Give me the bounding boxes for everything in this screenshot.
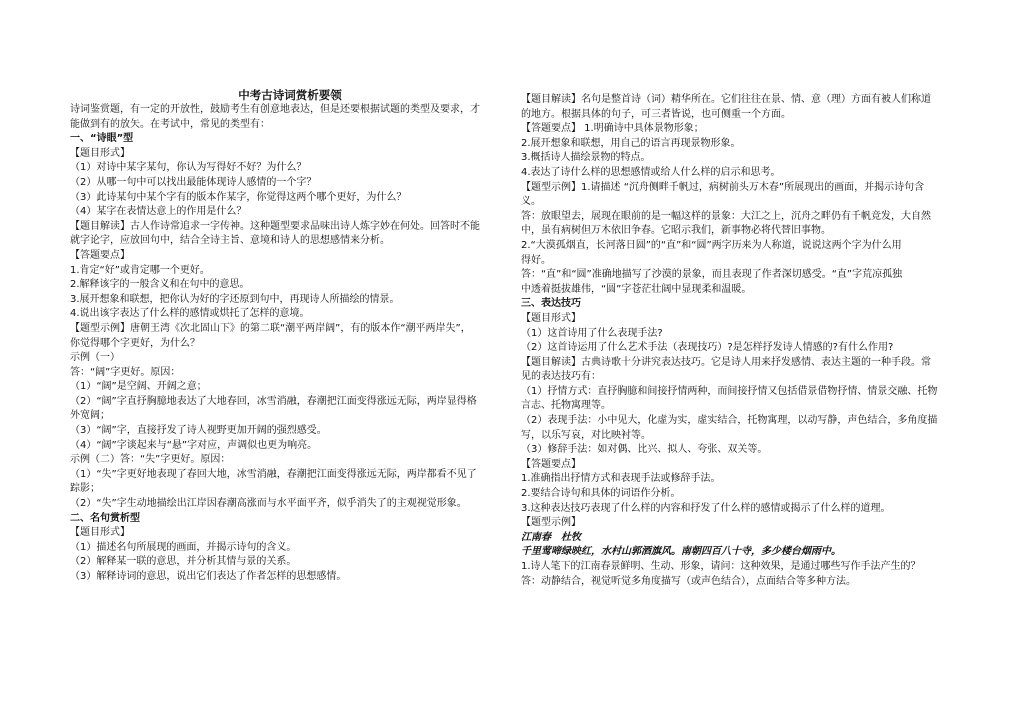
text-line: 言志、托物寓理等。	[521, 400, 611, 412]
left-column	[70, 88, 510, 585]
text-line: 义。	[521, 196, 541, 208]
text-line: 【题型示例】唐朝王湾《次北固山下》的第二联“潮平两岸阔”，有的版本作“潮平两岸失”，	[70, 322, 471, 334]
text-line: （1）“失”字更好地表现了春回大地，冰雪消融，春潮把江面变得涨远无际，两岸都看不见了	[70, 468, 477, 480]
text-line: 1.准确指出抒情方式和表现手法或修辞手法。	[521, 473, 721, 485]
text-line: （3）此诗某句中某个字有的版本作某字，你觉得这两个哪个更好，为什么？	[70, 191, 407, 203]
text-line: 2.“大漠孤烟直，长河落日圆”的“直”和“圆”两字历来为人称道，说说这两个字为什么用	[521, 239, 902, 251]
subheading: 【答题要点】	[70, 249, 130, 261]
poem-text: 千里莺啼绿映红，水村山郭酒旗风。南朝四百八十寺，多少楼台烟雨中。	[521, 546, 841, 558]
text-line: （4）某字在表情达意上的作用是什么？	[70, 206, 247, 218]
text-line: 2.要结合诗句和具体的词语作分析。	[521, 488, 681, 500]
intro-line: 诗词鉴赏题，有一定的开放性，鼓励考生有创意地表达，但是还要根据试题的类型及要求，才	[70, 104, 480, 115]
text-line: （1）对诗中某字某句，你认为写得好不好？为什么？	[70, 162, 307, 174]
text-line: （2）解释某一联的意思，并分析其情与景的关系。	[70, 556, 297, 568]
text-line: 外宽阔；	[70, 410, 110, 422]
subheading: 【答题要点】	[521, 458, 581, 470]
text-line: 【题目解读】古人作诗常追求一字传神。这种题型要求品味出诗人炼字妙在何处。回答时不能	[70, 220, 480, 232]
text-line: （2）这首诗运用了什么艺术手法（表现技巧）?是怎样抒发诗人情感的?有什么作用?	[521, 342, 894, 354]
text-line: 答：“直”和“圆”准确地描写了沙漠的景象，而且表现了作者深切感受。“直”字荒凉孤独	[521, 269, 903, 281]
subheading: 【题目形式】	[521, 312, 581, 324]
text-line: 1.诗人笔下的江南春景鲜明、生动、形象，请问：这种效果，是通过哪些写作手法产生的？	[521, 561, 921, 572]
text-line: 【题目解读】名句是整首诗（词）精华所在。它们往往在景、情、意（理）方面有被人们称道	[521, 94, 931, 105]
text-line: （1）“阔”是空阔、开阔之意；	[70, 381, 207, 393]
text-line: 2.解释该字的一般含义和在句中的意思。	[70, 279, 250, 291]
text-line: （2）从哪一句中可以找出最能体现诗人感情的一个字？	[70, 176, 317, 188]
text-line: 踪影；	[70, 483, 100, 495]
text-line: 3.概括诗人描绘景物的特点。	[521, 152, 651, 164]
text-line: 中透着挺拔雄伟，“圆”字苍茫壮阔中显现柔和温暖。	[521, 283, 752, 295]
right-column	[521, 93, 961, 589]
text-line: 示例（一）	[70, 352, 120, 364]
text-line: 4.说出该字表达了什么样的感情或烘托了怎样的意境。	[70, 308, 310, 320]
text-line: 【题目解读】古典诗歌十分讲究表达技巧。它是诗人用来抒发感情、表达主题的一种手段。常	[521, 356, 931, 368]
subheading: 【题目形式】	[70, 147, 130, 159]
text-line: 你觉得哪个字更好，为什么？	[70, 337, 200, 349]
subheading: 【题型示例】	[521, 517, 581, 529]
text-line: 的地方。根据具体的句子，可三者皆说，也可侧重一个方面。	[521, 108, 791, 120]
text-line: 答：动静结合，视觉听觉多角度描写（或声色结合），点面结合等多种方法。	[521, 575, 856, 587]
page-title: 中考古诗词赏析要领	[238, 88, 342, 102]
text-line: （1）这首诗用了什么表现手法?	[521, 327, 663, 339]
text-line: 答：放眼望去，展现在眼前的是一幅这样的景象：大江之上，沉舟之畔仍有千帆竞发，大自然	[521, 210, 931, 222]
text-line: （1）抒情方式：直抒胸臆和间接抒情两种，而间接抒情又包括借景借物抒情、情景交融、托物	[521, 385, 938, 397]
text-line: （2）“失”字生动地描绘出江岸因春潮高涨而与水平面平齐，似乎消失了的主观视觉形象。	[70, 498, 467, 510]
text-line: 中，虽有病树但万木依旧争春。它昭示我们，新事物必将代替旧事物。	[521, 225, 831, 237]
text-line: 4.表达了诗什么样的思想感情或给人什么样的启示和思考。	[521, 166, 781, 178]
text-line: 就字论字，应放回句中，结合全诗主旨、意境和诗人的思想感情来分析。	[70, 235, 390, 247]
text-line: 3.展开想象和联想，把你认为好的字还原到句中，再现诗人所描绘的情景。	[70, 293, 400, 305]
section-heading: 二、名句赏析型	[70, 512, 140, 524]
text-line: 【答题要点】 1.明确诗中具体景物形象；	[521, 123, 704, 135]
text-line: （4）“阔”字谈起来与“悬”字对应，声调似也更为响亮。	[70, 439, 318, 451]
section-heading: 一、“诗眼”型	[70, 133, 134, 145]
text-line: 写，以乐写哀，对比映衬等。	[521, 429, 651, 441]
text-line: 见的表达技巧有：	[521, 371, 601, 383]
text-line: 3.这种表达技巧表现了什么样的内容和抒发了什么样的感情或揭示了什么样的道理。	[521, 502, 891, 514]
text-line: （3）解释诗词的意思，说出它们表达了作者怎样的思想感情。	[70, 571, 347, 582]
text-line: （3）“阔”字，直接抒发了诗人视野更加开阔的强烈感受。	[70, 425, 327, 437]
text-line: 【题型示例】1.请描述 “沉舟侧畔千帆过，病树前头万木春”所展现出的画面，并揭示诗句含	[521, 181, 925, 193]
poem-title: 江南春 杜牧	[521, 531, 581, 543]
text-line: 1.肯定“好”或肯定哪一个更好。	[70, 264, 210, 276]
text-line: 得好。	[521, 254, 551, 266]
text-line: 答：“阔”字更好。原因：	[70, 366, 181, 378]
text-line: 示例（二）答：“失”字更好。原因：	[70, 454, 231, 466]
text-line: 2.展开想象和联想，用自己的语言再现景物形象。	[521, 137, 741, 149]
section-heading: 三、表达技巧	[521, 298, 581, 310]
subheading: 【题目形式】	[70, 527, 130, 539]
text-line: （1）描述名句所展现的画面，并揭示诗句的含义。	[70, 541, 297, 553]
text-line: （3）修辞手法：如对偶、比兴、拟人、夸张、双关等。	[521, 444, 768, 456]
intro-line: 能做到有的放矢。在考试中，常见的类型有：	[70, 118, 270, 130]
text-line: （2）“阔”字直抒胸臆地表达了大地春回，冰雪消融，春潮把江面变得涨远无际，两岸显得格	[70, 395, 477, 407]
text-line: （2）表现手法：小中见大，化虚为实，虚实结合，托物寓理，以动写静，声色结合，多角度描	[521, 415, 938, 427]
